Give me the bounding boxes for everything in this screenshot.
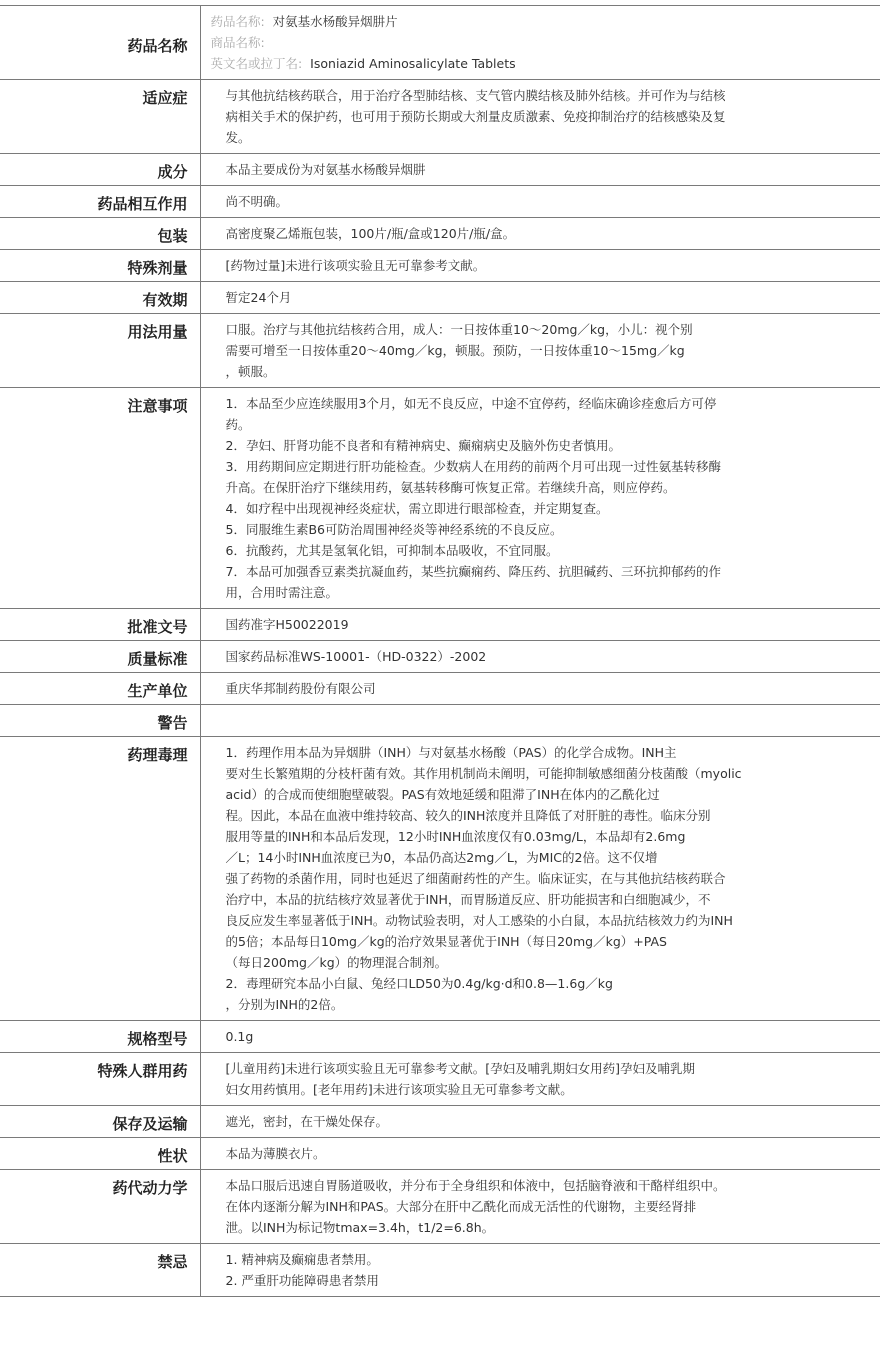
row-label-shelf-life: 有效期	[0, 282, 200, 314]
row-value-manufacturer	[200, 673, 880, 705]
row-value-line: 本品为薄膜衣片。	[225, 1146, 326, 1161]
row-label-ingredients: 成分	[0, 154, 200, 186]
row-value-line: 6．抗酸药，尤其是氢氧化铝，可抑制本品吸收，不宜同服。	[225, 543, 559, 558]
row-value-dosage	[200, 314, 880, 388]
row-value-line: 0.1g	[225, 1029, 254, 1044]
row-value-line: 1．本品至少应连续服用3个月，如无不良反应，中途不宜停药，经临床确诊痊愈后方可停	[225, 396, 717, 411]
row-value-line: 4．如疗程中出现视神经炎症状，需立即进行眼部检查，并定期复查。	[225, 501, 609, 516]
row-value-pharmacology	[200, 737, 880, 1021]
row-value-line: 2．毒理研究本品小白鼠、兔经口LD50为0.4g/kg·d和0.8—1.6g／kg	[225, 976, 613, 991]
row-value-line: ，顿服。	[225, 364, 276, 379]
row-value-packaging	[200, 218, 880, 250]
english-name-line	[211, 53, 841, 74]
drug-info-table	[0, 5, 880, 1297]
row-value-line: ，分别为INH的2倍。	[225, 997, 344, 1012]
row-value-interactions	[200, 186, 880, 218]
row-value-line: 高密度聚乙烯瓶包装，100片/瓶/盒或120片/瓶/盒。	[225, 226, 516, 241]
trade-name-label: 商品名称:	[210, 35, 265, 50]
row-value-line: 需要可增至一日按体重20～40mg／kg，顿服。预防，一日按体重10～15mg／kg	[225, 343, 685, 358]
row-value-line: （每日200mg／kg）的物理混合制剂。	[225, 955, 448, 970]
row-value-line: 尚不明确。	[225, 194, 289, 209]
row-value-overdose	[200, 250, 880, 282]
row-value-line: 7．本品可加强香豆素类抗凝血药，某些抗癫痫药、降压药、抗胆碱药、三环抗抑郁药的作	[225, 564, 721, 579]
row-specification	[0, 1021, 880, 1053]
row-indications	[0, 80, 880, 154]
row-value-line: 重庆华邦制药股份有限公司	[225, 681, 376, 696]
row-value-line: 本品口服后迅速自胃肠道吸收，并分布于全身组织和体液中，包括脑脊液和干酪样组织中。	[225, 1178, 726, 1193]
row-value-indications	[200, 80, 880, 154]
row-value-specification	[200, 1021, 880, 1053]
row-value-line: 的5倍；本品每日10mg／kg的治疗效果显著优于INH（每日20mg／kg）+PAS	[225, 934, 667, 949]
row-value-line: 强了药物的杀菌作用，同时也延迟了细菌耐药性的产生。临床证实，在与其他抗结核药联合	[225, 871, 726, 886]
row-packaging	[0, 218, 880, 250]
row-value-line: 1. 精神病及癫痫患者禁用。	[225, 1252, 379, 1267]
row-label-special-populations: 特殊人群用药	[0, 1053, 200, 1106]
row-value-line: 2．孕妇、肝肾功能不良者和有精神病史、癫痫病史及脑外伤史者慎用。	[225, 438, 621, 453]
row-interactions	[0, 186, 880, 218]
generic-name-value: 对氨基水杨酸异烟肼片	[272, 14, 398, 29]
row-label-indications: 适应症	[0, 80, 200, 154]
row-label-specification: 规格型号	[0, 1021, 200, 1053]
row-label-standard: 质量标准	[0, 641, 200, 673]
generic-name-line	[211, 11, 841, 32]
row-standard	[0, 641, 880, 673]
row-value-line: acid）的合成而使细胞壁破裂。PAS有效地延缓和阻滞了INH在体内的乙酰化过	[225, 787, 660, 802]
row-value-line: 程。因此，本品在血液中维持较高、较久的INH浓度并且降低了对肝脏的毒性。临床分别	[225, 808, 711, 823]
row-description	[0, 1138, 880, 1170]
row-value-line: 5．同服维生素B6可防治周围神经炎等神经系统的不良反应。	[225, 522, 563, 537]
row-value-line: 药。	[225, 417, 251, 432]
english-name-value: Isoniazid Aminosalicylate Tablets	[310, 56, 516, 71]
row-shelf-life	[0, 282, 880, 314]
row-manufacturer	[0, 673, 880, 705]
row-value-standard	[200, 641, 880, 673]
row-value-precautions	[200, 388, 880, 609]
row-label-contraindications: 禁忌	[0, 1244, 200, 1297]
row-dosage	[0, 314, 880, 388]
row-value-line: 病相关手术的保护药，也可用于预防长期或大剂量皮质激素、免疫抑制治疗的结核感染及复	[225, 109, 726, 124]
row-drug-name	[0, 6, 880, 80]
row-label-packaging: 包装	[0, 218, 200, 250]
row-value-line: 2. 严重肝功能障碍患者禁用	[225, 1273, 379, 1288]
row-value-line: 在体内逐渐分解为INH和PAS。大部分在肝中乙酰化而成无活性的代谢物，主要经肾排	[225, 1199, 697, 1214]
row-value-line: 国家药品标准WS-10001-（HD-0322）-2002	[225, 649, 487, 664]
row-value-line: [药物过量]未进行该项实验且无可靠参考文献。	[225, 258, 486, 273]
row-label-drug-name: 药品名称	[0, 6, 200, 80]
row-value-line: 暂定24个月	[225, 290, 292, 305]
row-label-precautions: 注意事项	[0, 388, 200, 609]
row-value-line: 3．用药期间应定期进行肝功能检查。少数病人在用药的前两个月可出现一过性氨基转移酶	[225, 459, 721, 474]
row-precautions	[0, 388, 880, 609]
row-value-special-populations	[200, 1053, 880, 1106]
row-approval	[0, 609, 880, 641]
row-value-line: 与其他抗结核药联合，用于治疗各型肺结核、支气管内膜结核及肺外结核。并可作为与结核	[225, 88, 726, 103]
row-special-populations	[0, 1053, 880, 1106]
generic-name-label: 药品名称:	[210, 14, 265, 29]
row-ingredients	[0, 154, 880, 186]
drug-name-values	[200, 6, 880, 80]
row-value-line: 服用等量的INH和本品后发现，12小时INH血浓度仅有0.03mg/L，本品却有2.6mg	[225, 829, 686, 844]
row-value-line: 良反应发生率显著低于INH。动物试验表明，对人工感染的小白鼠，本品抗结核效力约为INH	[225, 913, 733, 928]
row-value-ingredients	[200, 154, 880, 186]
row-value-line: [儿童用药]未进行该项实验且无可靠参考文献。[孕妇及哺乳期妇女用药]孕妇及哺乳期	[225, 1061, 696, 1076]
row-label-pharmacology: 药理毒理	[0, 737, 200, 1021]
row-value-line: 泄。以INH为标记物tmax=3.4h，t1/2=6.8h。	[225, 1220, 495, 1235]
row-value-line: 要对生长繁殖期的分枝杆菌有效。其作用机制尚未阐明，可能抑制敏感细菌分枝菌酸（myolic	[225, 766, 742, 781]
row-pharmacokinetics	[0, 1170, 880, 1244]
row-warning	[0, 705, 880, 737]
row-label-manufacturer: 生产单位	[0, 673, 200, 705]
row-label-description: 性状	[0, 1138, 200, 1170]
row-pharmacology	[0, 737, 880, 1021]
row-value-line: 发。	[225, 130, 251, 145]
row-value-contraindications	[200, 1244, 880, 1297]
row-value-description	[200, 1138, 880, 1170]
row-value-line: 用，合用时需注意。	[225, 585, 339, 600]
row-label-approval: 批准文号	[0, 609, 200, 641]
row-value-storage	[200, 1106, 880, 1138]
row-value-line: ／L；14小时INH血浓度已为0，本品仍高达2mg／L，为MIC的2倍。这不仅增	[225, 850, 658, 865]
row-value-line: 口服。治疗与其他抗结核药合用，成人：一日按体重10～20mg／kg，小儿：视个别	[225, 322, 693, 337]
row-value-line: 升高。在保肝治疗下继续用药，氨基转移酶可恢复正常。若继续升高，则应停药。	[225, 480, 676, 495]
row-value-shelf-life	[200, 282, 880, 314]
row-storage	[0, 1106, 880, 1138]
row-contraindications	[0, 1244, 880, 1297]
row-label-dosage: 用法用量	[0, 314, 200, 388]
row-value-line: 遮光，密封，在干燥处保存。	[225, 1114, 389, 1129]
row-value-pharmacokinetics	[200, 1170, 880, 1244]
english-name-label: 英文名或拉丁名:	[210, 56, 303, 71]
row-value-line: 治疗中，本品的抗结核疗效显著优于INH，而胃肠道反应、肝功能损害和白细胞减少，不	[225, 892, 711, 907]
row-value-line: 1．药理作用本品为异烟肼（INH）与对氨基水杨酸（PAS）的化学合成物。INH主	[225, 745, 677, 760]
row-label-storage: 保存及运输	[0, 1106, 200, 1138]
row-value-line: 本品主要成份为对氨基水杨酸异烟肼	[225, 162, 426, 177]
row-label-warning: 警告	[0, 705, 200, 737]
row-value-warning	[200, 705, 880, 737]
row-label-interactions: 药品相互作用	[0, 186, 200, 218]
row-overdose	[0, 250, 880, 282]
row-value-line: 妇女用药慎用。[老年用药]未进行该项实验且无可靠参考文献。	[225, 1082, 573, 1097]
row-value-line: 国药准字H50022019	[225, 617, 349, 632]
trade-name-line	[211, 32, 841, 53]
row-label-overdose: 特殊剂量	[0, 250, 200, 282]
row-label-pharmacokinetics: 药代动力学	[0, 1170, 200, 1244]
row-value-approval	[200, 609, 880, 641]
